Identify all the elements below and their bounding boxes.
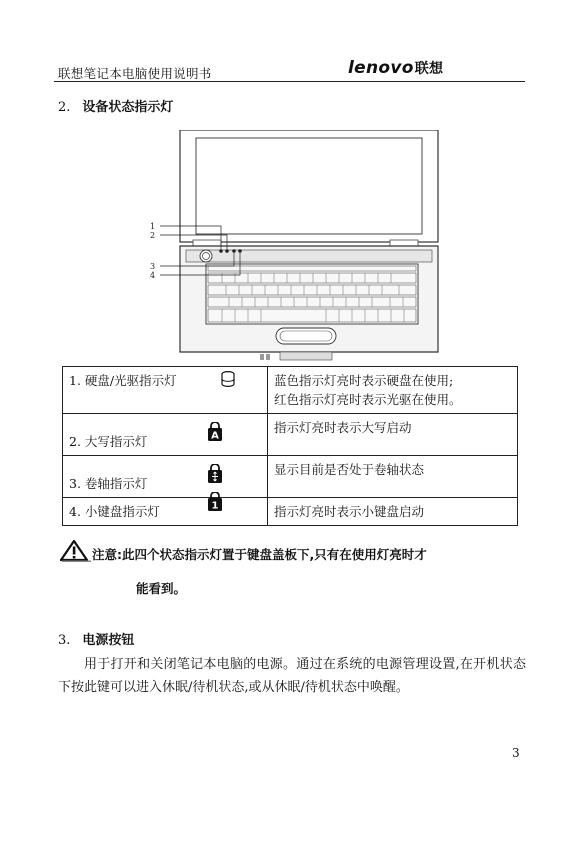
header-rule — [54, 81, 525, 82]
section-2-title: 设备状态指示灯 — [82, 100, 174, 115]
lenovo-logo — [348, 58, 443, 78]
num-lock-icon — [207, 492, 223, 512]
power-button-icon — [200, 250, 212, 262]
logo-cn: 联想 — [414, 61, 444, 77]
section-2-heading — [58, 96, 173, 115]
note — [60, 540, 427, 566]
callout-2: 2 — [150, 231, 156, 240]
row-2-label-cell — [63, 414, 268, 456]
row-2-label: 2. 大写指示灯 — [69, 434, 148, 449]
row-3-label-cell — [63, 456, 268, 498]
row-1-label-cell — [63, 367, 268, 414]
indicator-table — [62, 366, 518, 526]
row-4-desc-cell — [268, 498, 518, 526]
callout-4: 4 — [150, 271, 156, 280]
row-3-label: 3. 卷轴指示灯 — [69, 476, 148, 491]
callout-3: 3 — [150, 262, 156, 271]
caps-lock-icon — [207, 422, 223, 442]
laptop-illustration — [150, 130, 440, 362]
num-lock-glyph: 1 — [211, 500, 219, 512]
row-1-desc-line-1: 蓝色指示灯亮时表示硬盘在使用; — [274, 373, 454, 388]
touchpad — [276, 328, 336, 344]
table-row — [63, 456, 518, 498]
row-1-desc-cell — [268, 367, 518, 414]
laptop-screen — [196, 138, 422, 234]
note-line-2: 能看到。 — [136, 581, 187, 596]
warning-icon — [60, 540, 92, 562]
page-number: 3 — [512, 746, 520, 760]
section-2-number: 2. — [58, 100, 71, 115]
scroll-lock-icon — [207, 464, 223, 484]
row-4-desc-line-1: 指示灯亮时表示小键盘启动 — [274, 504, 425, 519]
table-row — [63, 367, 518, 414]
row-1-desc-line-2: 红色指示灯亮时表示光驱在使用。 — [274, 392, 462, 407]
row-1-label: 1. 硬盘/光驱指示灯 — [69, 373, 177, 388]
section-3-number: 3. — [58, 633, 71, 648]
note-line-1: 注意:此四个状态指示灯置于键盘盖板下,只有在使用灯亮时才 — [92, 547, 427, 562]
table-row — [63, 414, 518, 456]
row-3-desc-cell — [268, 456, 518, 498]
row-4-label-cell — [63, 498, 268, 526]
logo-text: lenovo — [348, 58, 414, 78]
row-4-label: 4. 小键盘指示灯 — [69, 504, 160, 519]
table-row — [63, 498, 518, 526]
row-2-desc-line-1: 指示灯亮时表示大写启动 — [274, 420, 412, 435]
header-title: 联想笔记本电脑使用说明书 — [58, 66, 212, 81]
section-3-heading — [58, 629, 134, 648]
caps-lock-glyph: A — [211, 430, 219, 442]
callout-1: 1 — [150, 222, 156, 231]
row-3-desc-line-1: 显示目前是否处于卷轴状态 — [274, 462, 425, 477]
section-3-paragraph: 用于打开和关闭笔记本电脑的电源。通过在系统的电源管理设置,在开机状态下按此键可以进入休眠/待机状态,或从休眠/待机状态中唤醒。 — [58, 657, 526, 695]
section-3-title: 电源按钮 — [82, 633, 135, 648]
row-2-desc-cell — [268, 414, 518, 456]
hdd-icon — [221, 371, 235, 387]
